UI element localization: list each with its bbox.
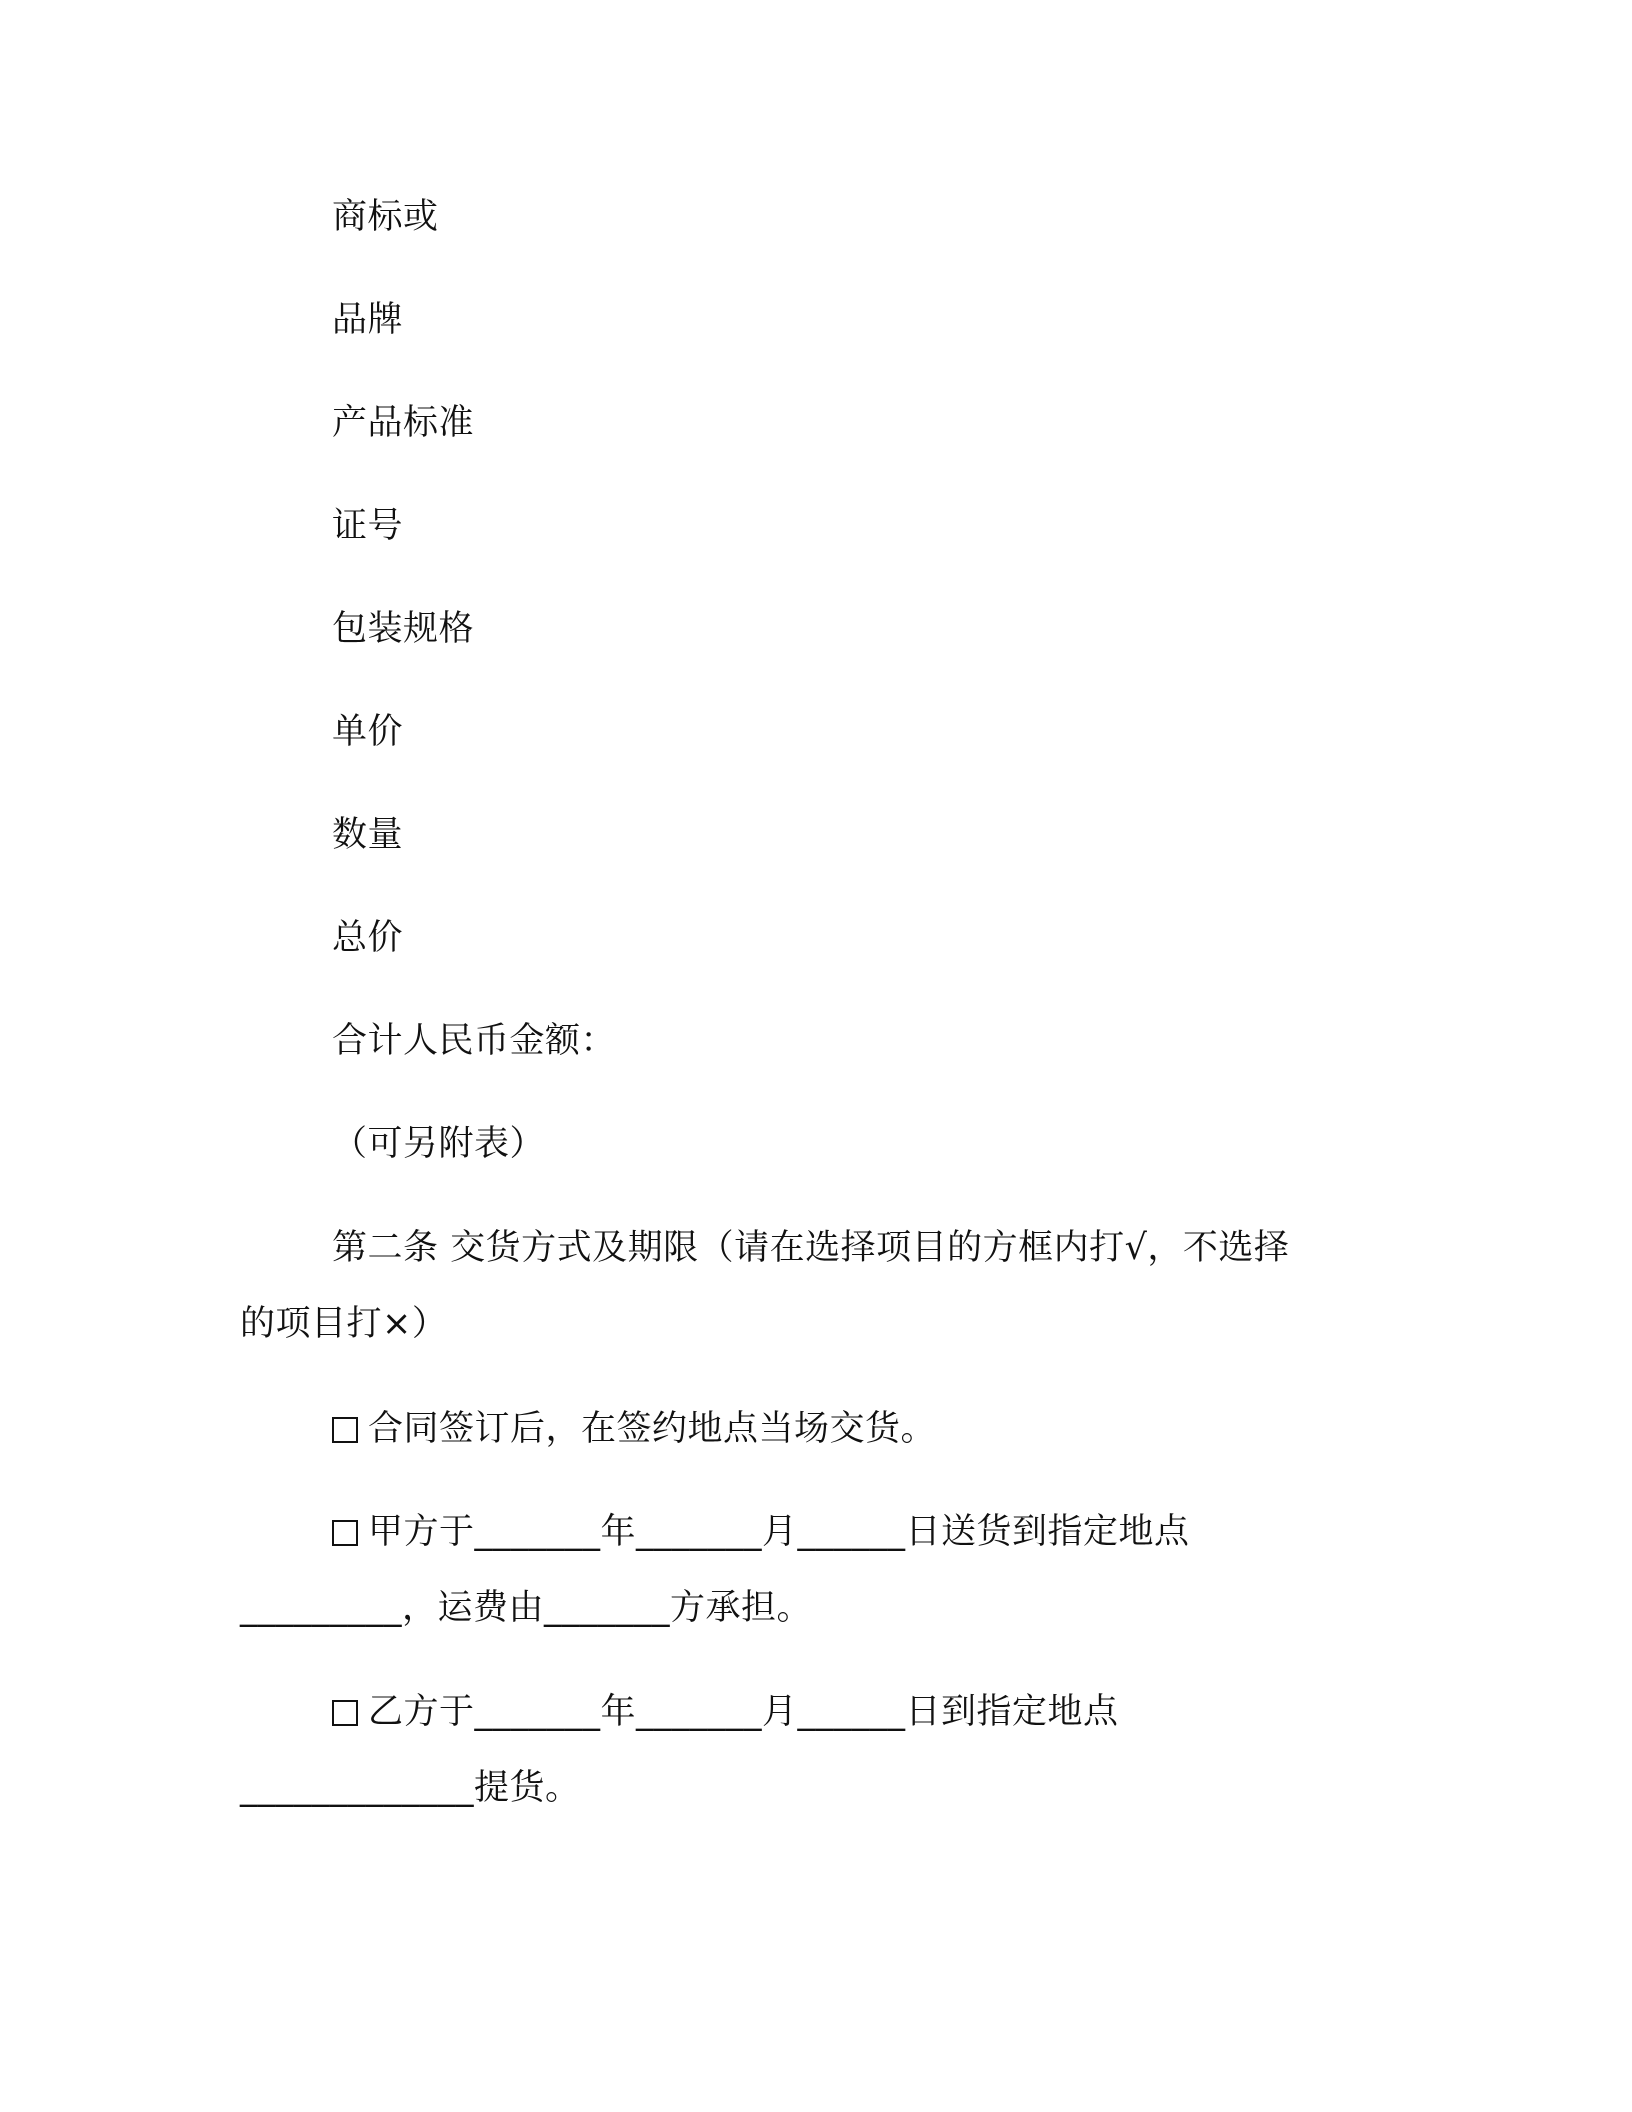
field-unit-price: 单价 [332,712,404,752]
option-3-checkbox[interactable] [332,1700,358,1726]
field-total-price: 总价 [332,918,404,958]
field-brand: 品牌 [332,300,404,340]
article-2-heading-cont: 的项目打×） [240,1304,448,1344]
option-onsite-delivery [332,1406,936,1452]
option-1-text: 合同签订后，在签约地点当场交货。 [368,1409,937,1449]
field-quantity: 数量 [332,815,404,855]
field-product-standard: 产品标准 [332,403,475,443]
field-certificate-number: 证号 [332,506,404,546]
field-package-spec: 包装规格 [332,609,475,649]
option-3-text: 乙方于_______年_______月______日到指定地点 [368,1692,1119,1732]
option-2-checkbox[interactable] [332,1520,358,1546]
field-total-rmb: 合计人民币金额： [332,1021,617,1061]
option-party-a-delivery [332,1509,1190,1555]
article-2-heading: 第二条 交货方式及期限（请在选择项目的方框内打√，不选择 [332,1228,1290,1268]
field-attachment-note: （可另附表） [332,1124,546,1164]
option-3-text-cont: _____________提货。 [240,1768,581,1808]
option-party-b-pickup [332,1689,1119,1735]
field-trademark: 商标或 [332,197,439,237]
option-2-text-cont: _________，运费由_______方承担。 [240,1588,813,1628]
option-2-text: 甲方于_______年_______月______日送货到指定地点 [368,1512,1190,1552]
option-1-checkbox[interactable] [332,1417,358,1443]
